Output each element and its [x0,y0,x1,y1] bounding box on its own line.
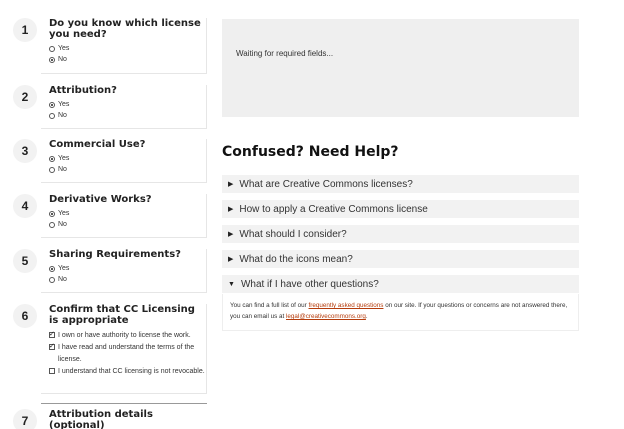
question-box [41,18,207,74]
question-title: Sharing Requirements? [49,249,181,260]
triangle-right-icon: ▶ [228,206,234,213]
faq-label: What should I consider? [239,228,347,240]
option-label: No [58,276,67,283]
question-box [41,249,207,293]
email-link[interactable]: legal@creativecommons.org [286,313,366,320]
checkbox-icon[interactable] [49,332,55,338]
radio-icon[interactable] [49,222,55,228]
faq-answer [222,294,579,331]
radio-icon[interactable] [49,113,55,119]
step-number: 1 [13,18,37,42]
question-title: Commercial Use? [49,139,146,150]
attribution-title: Attribution details (optional) [49,409,153,429]
answer-text: on our site. If your questions or concerns are not answered there, you can email us at [230,302,568,320]
option-label: No [58,221,67,228]
faq-label: How to apply a Creative Commons license [239,203,428,215]
confirm-item-label: I understand that CC licensing is not revocable. [58,368,205,375]
radio-icon[interactable] [49,46,55,52]
option-no[interactable] [49,110,206,121]
question-title: Derivative Works? [49,194,152,205]
step-number: 7 [13,409,37,429]
faq-link[interactable]: frequently asked questions [308,302,384,309]
option-yes[interactable] [49,153,206,164]
option-no[interactable] [49,219,206,230]
radio-icon[interactable] [49,211,55,217]
option-yes[interactable] [49,263,206,274]
confirm-item-authority[interactable] [49,330,206,342]
license-result-panel [222,19,579,117]
radio-icon[interactable] [49,156,55,162]
faq-item-expanded[interactable] [222,275,579,293]
option-label: No [58,56,67,63]
option-label: Yes [58,210,70,217]
question-box [41,139,207,183]
confirm-item-label: I have read and understand the terms of the license. [58,344,195,363]
step-number: 5 [13,249,37,273]
help-heading: Confused? Need Help? [222,144,399,160]
checkbox-icon[interactable] [49,344,55,350]
answer-text: . [365,313,368,320]
radio-icon[interactable] [49,57,55,63]
option-no[interactable] [49,164,206,175]
divider [41,403,207,404]
option-label: Yes [58,265,70,272]
radio-icon[interactable] [49,167,55,173]
radio-icon[interactable] [49,102,55,108]
step-number: 6 [13,304,37,328]
option-label: Yes [58,101,70,108]
option-label: No [58,166,67,173]
triangle-down-icon: ▼ [228,280,235,288]
step-number: 4 [13,194,37,218]
option-yes[interactable] [49,208,206,219]
question-title: Attribution? [49,85,117,96]
faq-label: What do the icons mean? [239,253,353,265]
question-box [41,194,207,238]
faq-item[interactable] [222,250,579,268]
radio-icon[interactable] [49,266,55,272]
radio-icon[interactable] [49,277,55,283]
option-yes[interactable] [49,43,206,54]
confirm-title: Confirm that CC Licensing is appropriate [49,304,195,326]
faq-label: What if I have other questions? [240,278,379,290]
option-label: Yes [58,45,70,52]
confirm-item-revocable[interactable] [49,366,206,378]
option-label: No [58,112,67,119]
triangle-right-icon: ▶ [228,181,234,188]
question-box [41,85,207,129]
step-number: 3 [13,139,37,163]
faq-item[interactable] [222,175,579,193]
triangle-right-icon: ▶ [228,256,234,263]
confirm-box [41,304,207,394]
faq-item[interactable] [222,225,579,243]
question-title: Do you know which license you need? [49,18,201,40]
checkbox-icon[interactable] [49,368,55,374]
status-text: Waiting for required fields... [236,49,334,58]
answer-text: You can find a full list of our [230,302,309,309]
option-no[interactable] [49,274,206,285]
step-number: 2 [13,85,37,109]
option-no[interactable] [49,54,206,65]
attribution-box[interactable] [41,409,207,429]
confirm-item-label: I own or have authority to license the work. [58,332,191,339]
option-label: Yes [58,155,70,162]
triangle-right-icon: ▶ [228,231,234,238]
confirm-item-terms[interactable] [49,342,206,366]
faq-label: What are Creative Commons licenses? [239,178,413,190]
faq-item[interactable] [222,200,579,218]
option-yes[interactable] [49,99,206,110]
